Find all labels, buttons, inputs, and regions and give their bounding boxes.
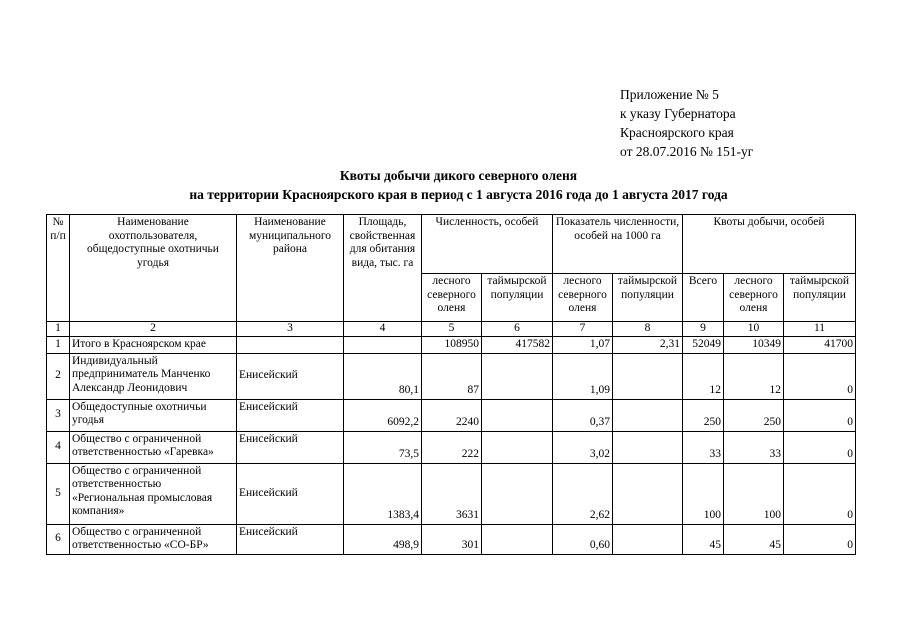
- row-number: 5: [47, 463, 70, 524]
- column-number: 7: [553, 322, 613, 337]
- row-quota-total: 45: [683, 524, 724, 554]
- column-number: 3: [237, 322, 344, 337]
- row-den-taimyr: [613, 524, 683, 554]
- row-area: 498,9: [344, 524, 422, 554]
- table-row: [47, 336, 856, 353]
- row-den-forest: 1,09: [553, 353, 613, 399]
- row-area: [344, 336, 422, 353]
- row-number: 4: [47, 431, 70, 463]
- row-den-taimyr: 2,31: [613, 336, 683, 353]
- header-pop-taimyr: таймырской популяции: [482, 274, 553, 322]
- row-pop-taimyr: [482, 399, 553, 431]
- column-number: 5: [422, 322, 482, 337]
- row-district: Енисейский: [237, 399, 344, 431]
- column-number-row: [47, 322, 856, 337]
- row-name: Общество с ограниченной ответственностью «Гаревка»: [70, 431, 237, 463]
- row-quota-taimyr: 0: [784, 353, 856, 399]
- row-den-taimyr: [613, 463, 683, 524]
- appendix-line-1: Приложение № 5: [620, 87, 719, 102]
- row-name: Общедоступные охотничьи угодья: [70, 399, 237, 431]
- row-quota-total: 33: [683, 431, 724, 463]
- row-number: 1: [47, 336, 70, 353]
- column-number: 2: [70, 322, 237, 337]
- row-quota-forest: 12: [724, 353, 784, 399]
- header-density: Показатель численности, особей на 1000 га: [553, 215, 683, 274]
- row-number: 6: [47, 524, 70, 554]
- row-pop-forest: 87: [422, 353, 482, 399]
- row-area: 80,1: [344, 353, 422, 399]
- row-quota-forest: 250: [724, 399, 784, 431]
- row-district: Енисейский: [237, 524, 344, 554]
- header-district: Наименование муниципального района: [237, 215, 344, 322]
- document-title-line-2: на территории Красноярского края в период с 1 августа 2016 года до 1 августа 2017 года: [189, 187, 728, 202]
- column-number: 4: [344, 322, 422, 337]
- row-pop-forest: 222: [422, 431, 482, 463]
- quota-table: [46, 214, 856, 555]
- header-area: Площадь, свойственная для обитания вида, тыс. га: [344, 215, 422, 322]
- row-pop-taimyr: [482, 524, 553, 554]
- row-quota-forest: 100: [724, 463, 784, 524]
- row-quota-total: 52049: [683, 336, 724, 353]
- row-district: Енисейский: [237, 463, 344, 524]
- row-name: Итого в Красноярском крае: [70, 336, 237, 353]
- row-name: Общество с ограниченной ответственностью «СО-БР»: [70, 524, 237, 554]
- row-pop-taimyr: [482, 463, 553, 524]
- row-quota-forest: 33: [724, 431, 784, 463]
- row-quota-forest: 45: [724, 524, 784, 554]
- row-den-taimyr: [613, 399, 683, 431]
- appendix-block: [620, 85, 753, 161]
- table-row: [47, 399, 856, 431]
- header-num: № п/п: [47, 215, 70, 322]
- row-quota-total: 250: [683, 399, 724, 431]
- row-pop-forest: 301: [422, 524, 482, 554]
- row-pop-taimyr: 417582: [482, 336, 553, 353]
- row-area: 1383,4: [344, 463, 422, 524]
- header-den-taimyr: таймырской популяции: [613, 274, 683, 322]
- header-pop-forest: лесного северного оленя: [422, 274, 482, 322]
- row-pop-forest: 108950: [422, 336, 482, 353]
- row-quota-forest: 10349: [724, 336, 784, 353]
- document-title-line-1: Квоты добычи дикого северного оленя: [339, 168, 578, 183]
- column-number: 1: [47, 322, 70, 337]
- header-quota-forest: лесного северного оленя: [724, 274, 784, 322]
- header-quota-taimyr: таймырской популяции: [784, 274, 856, 322]
- row-pop-forest: 2240: [422, 399, 482, 431]
- column-number: 11: [784, 322, 856, 337]
- row-quota-taimyr: 41700: [784, 336, 856, 353]
- row-den-forest: 3,02: [553, 431, 613, 463]
- row-den-forest: 2,62: [553, 463, 613, 524]
- row-area: 73,5: [344, 431, 422, 463]
- column-number: 8: [613, 322, 683, 337]
- header-user: Наименование охотпользователя, общедоступные охотничьи угодья: [70, 215, 237, 322]
- row-quota-total: 100: [683, 463, 724, 524]
- appendix-line-2: к указу Губернатора: [620, 106, 736, 121]
- row-den-taimyr: [613, 431, 683, 463]
- column-number: 9: [683, 322, 724, 337]
- row-den-forest: 0,37: [553, 399, 613, 431]
- appendix-line-3: Красноярского края: [620, 125, 734, 140]
- table-row: [47, 353, 856, 399]
- row-quota-taimyr: 0: [784, 431, 856, 463]
- row-pop-taimyr: [482, 353, 553, 399]
- row-quota-taimyr: 0: [784, 463, 856, 524]
- header-den-forest: лесного северного оленя: [553, 274, 613, 322]
- row-name: Общество с ограниченной ответственностью «Региональная промысловая компания»: [70, 463, 237, 524]
- row-quota-taimyr: 0: [784, 524, 856, 554]
- row-pop-forest: 3631: [422, 463, 482, 524]
- appendix-line-4: от 28.07.2016 № 151-уг: [620, 144, 754, 159]
- table-row: [47, 463, 856, 524]
- row-den-forest: 0,60: [553, 524, 613, 554]
- row-district: Енисейский: [237, 353, 344, 399]
- header-population: Численность, особей: [422, 215, 553, 274]
- row-area: 6092,2: [344, 399, 422, 431]
- row-number: 3: [47, 399, 70, 431]
- row-pop-taimyr: [482, 431, 553, 463]
- header-row-1: [47, 215, 856, 274]
- column-number: 6: [482, 322, 553, 337]
- row-den-forest: 1,07: [553, 336, 613, 353]
- header-quota: Квоты добычи, особей: [683, 215, 856, 274]
- row-quota-total: 12: [683, 353, 724, 399]
- row-quota-taimyr: 0: [784, 399, 856, 431]
- row-district: [237, 336, 344, 353]
- row-name: Индивидуальный предприниматель Манченко Александр Леонидович: [70, 353, 237, 399]
- row-den-taimyr: [613, 353, 683, 399]
- header-quota-total: Всего: [683, 274, 724, 322]
- row-number: 2: [47, 353, 70, 399]
- table-row: [47, 524, 856, 554]
- row-district: Енисейский: [237, 431, 344, 463]
- table-row: [47, 431, 856, 463]
- column-number: 10: [724, 322, 784, 337]
